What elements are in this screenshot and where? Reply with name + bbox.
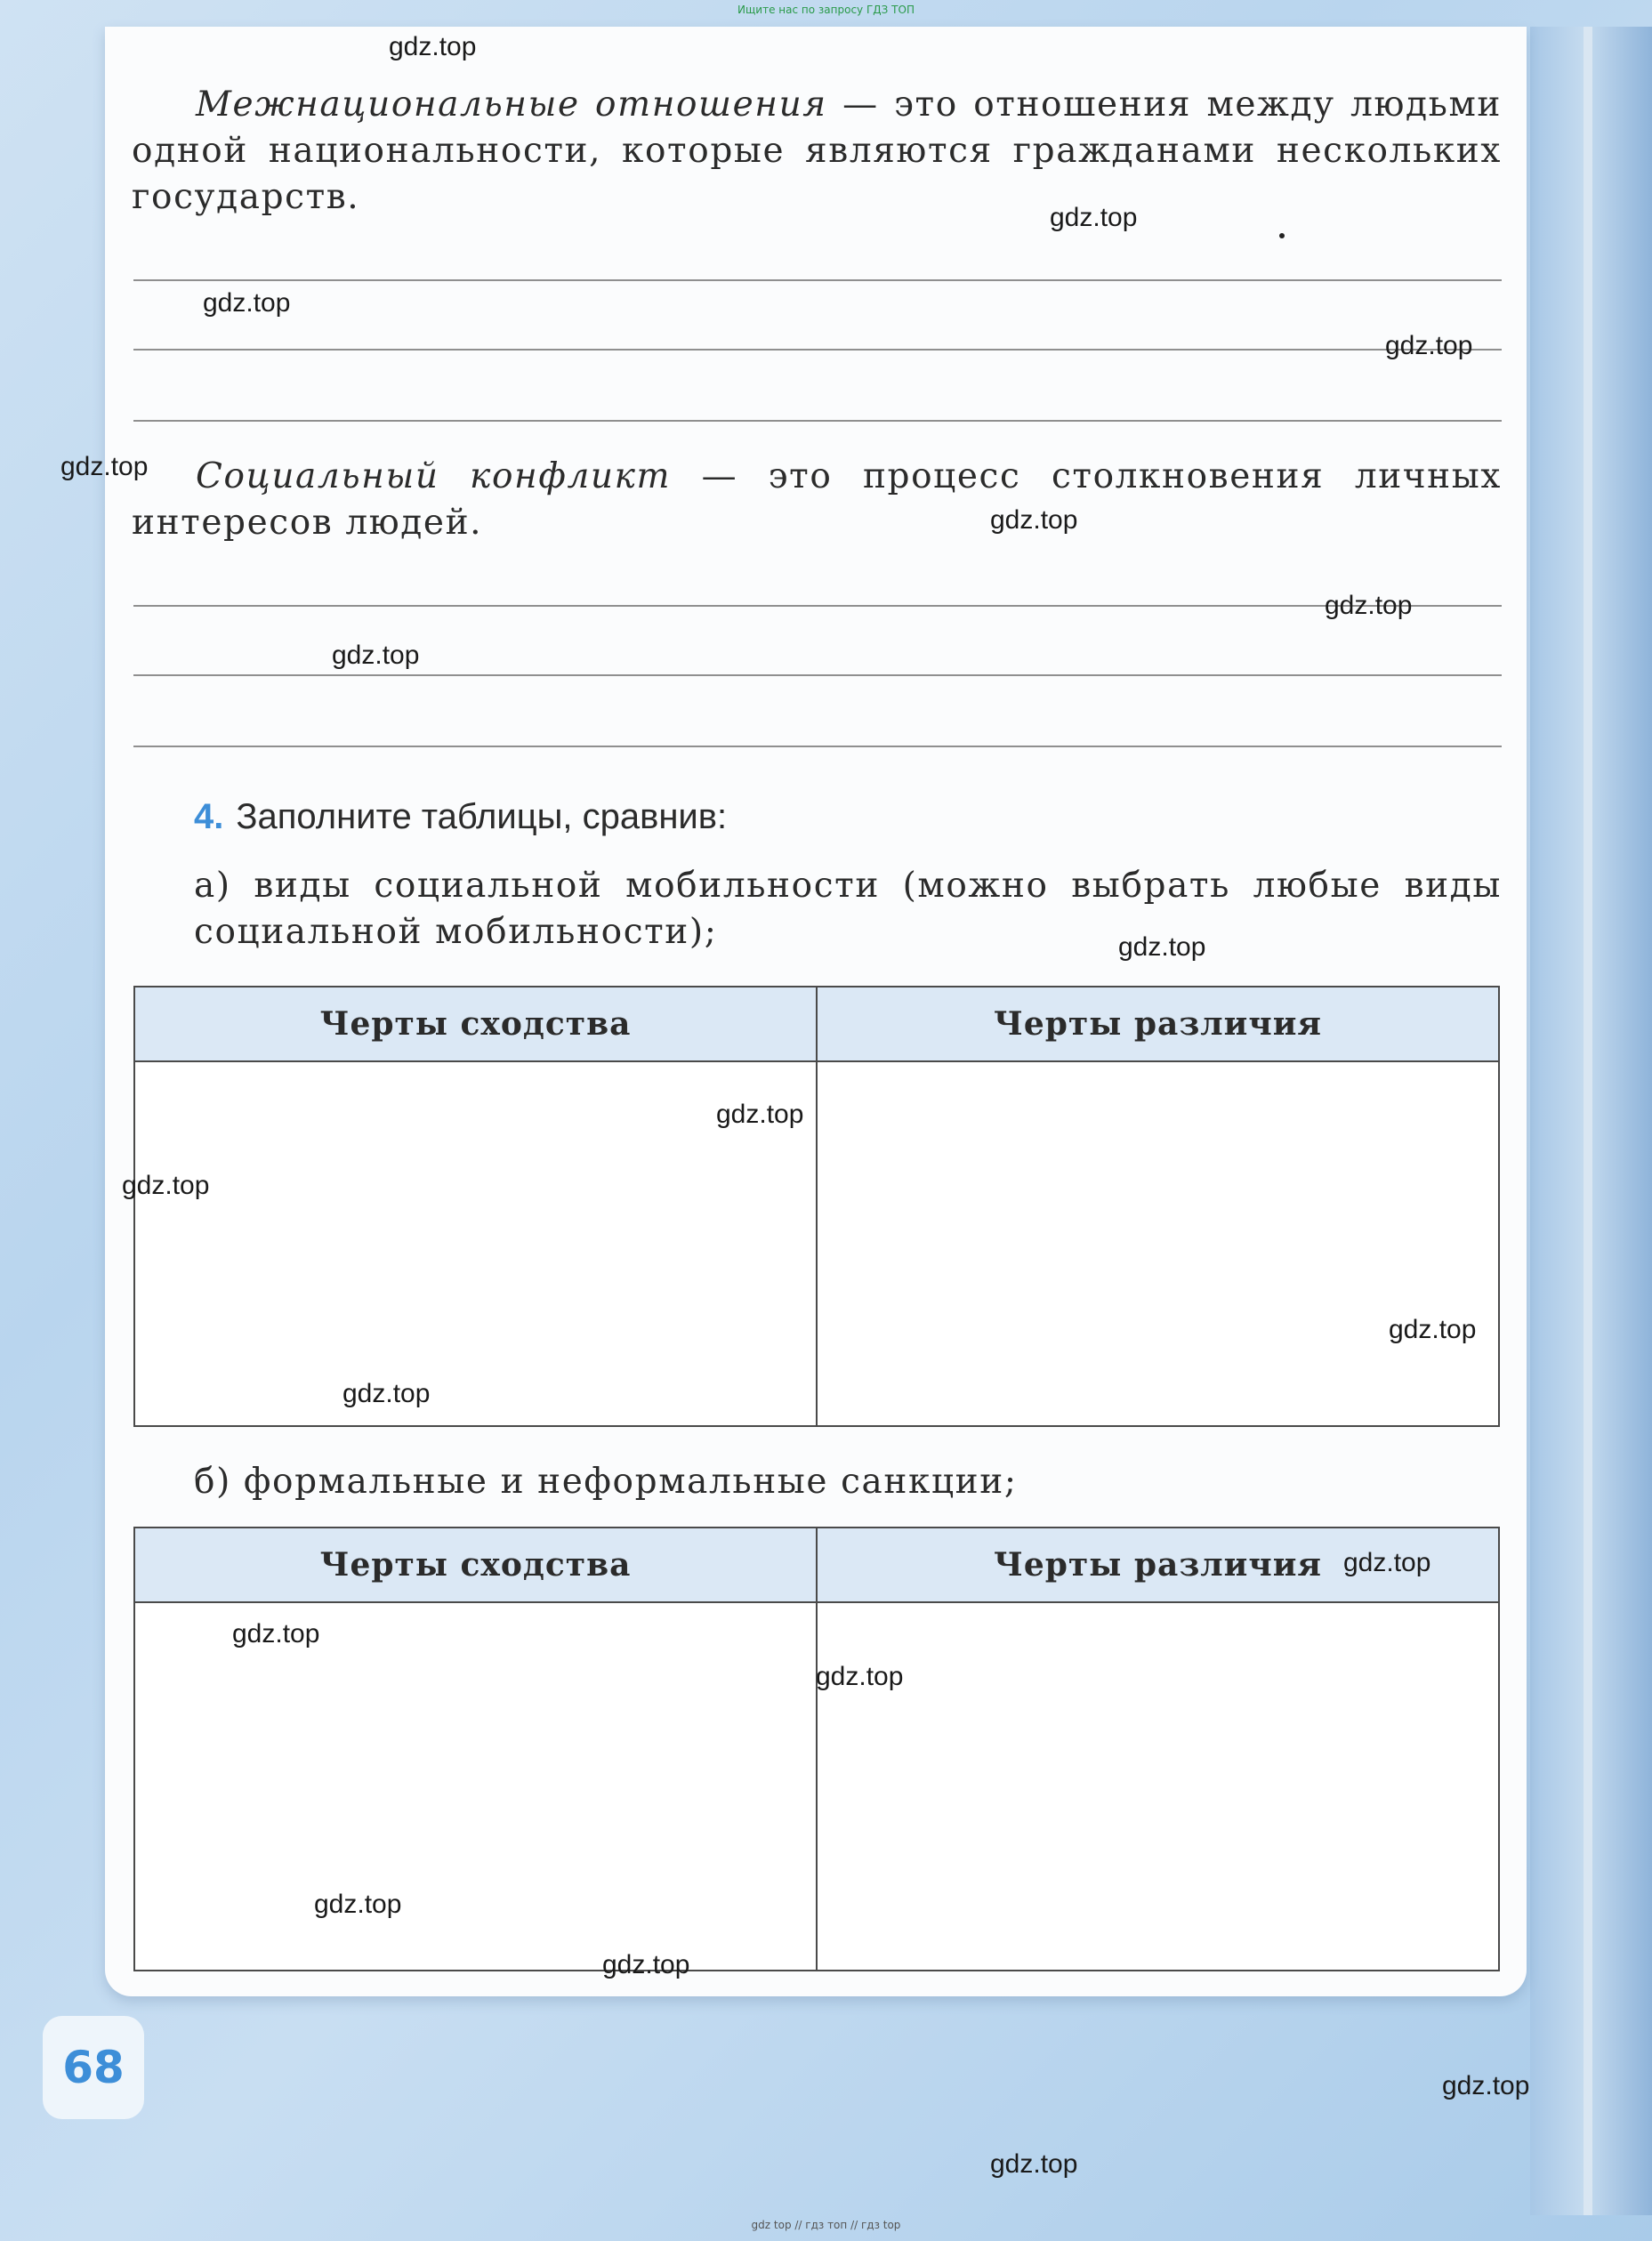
answer-line-2[interactable] bbox=[133, 349, 1502, 351]
stray-dot-mark bbox=[1279, 233, 1285, 238]
answer-line-4[interactable] bbox=[133, 605, 1502, 607]
watermark: gdz.top bbox=[332, 641, 420, 670]
watermark: gdz.top bbox=[1343, 1548, 1431, 1577]
definition-paragraph-1 bbox=[132, 82, 1502, 221]
answer-line-3[interactable] bbox=[133, 420, 1502, 422]
answer-line-6[interactable] bbox=[133, 746, 1502, 747]
watermark: gdz.top bbox=[1325, 591, 1413, 620]
task-number: 4. bbox=[194, 797, 224, 836]
book-page-edge bbox=[1584, 27, 1592, 2215]
footer-note: gdz top // гдз топ // гдз top bbox=[751, 2219, 901, 2231]
table-a-header-difference: Черты различия bbox=[817, 987, 1499, 1061]
watermark: gdz.top bbox=[203, 288, 291, 318]
answer-line-1[interactable] bbox=[133, 279, 1502, 281]
watermark: gdz.top bbox=[1118, 932, 1206, 962]
watermark: gdz.top bbox=[716, 1100, 804, 1129]
definition-paragraph-2 bbox=[132, 454, 1502, 546]
table-b-difference-cell[interactable] bbox=[817, 1602, 1499, 1971]
task-title: Заполните таблицы, сравнив: bbox=[236, 797, 728, 836]
watermark: gdz.top bbox=[342, 1379, 431, 1408]
task-part-b: б) формальные и неформальные санкции; bbox=[194, 1462, 1018, 1502]
table-b-header-difference: Черты различия bbox=[817, 1528, 1499, 1602]
watermark: gdz.top bbox=[602, 1950, 690, 1979]
table-b-header-similarity: Черты сходства bbox=[134, 1528, 817, 1602]
watermark: gdz.top bbox=[122, 1171, 210, 1200]
table-b-similarity-cell[interactable] bbox=[134, 1602, 817, 1971]
header-note: Ищите нас по запросу ГДЗ ТОП bbox=[737, 4, 915, 16]
watermark: gdz.top bbox=[389, 32, 477, 61]
watermark: gdz.top bbox=[314, 1890, 402, 1919]
table-a-similarity-cell[interactable] bbox=[134, 1061, 817, 1426]
watermark: gdz.top bbox=[990, 2149, 1078, 2179]
task-heading bbox=[194, 797, 727, 837]
watermark: gdz.top bbox=[1050, 203, 1138, 232]
watermark: gdz.top bbox=[1442, 2071, 1530, 2100]
task-part-a: а) виды социальной мобильности (можно выбрать любые виды социальной мобильности); bbox=[194, 866, 1502, 952]
definition-term-2: Социальный конфликт bbox=[196, 456, 672, 496]
watermark: gdz.top bbox=[990, 505, 1078, 535]
definition-term-1: Межнациональные отношения bbox=[196, 85, 827, 125]
watermark: gdz.top bbox=[1389, 1315, 1477, 1344]
table-a-difference-cell[interactable] bbox=[817, 1061, 1499, 1426]
mobility-comparison-table bbox=[133, 986, 1500, 1427]
definition-text-1: — это отношения между людьми одной национальности, которые являются гражданами нескольких государств. bbox=[132, 85, 1502, 217]
watermark: gdz.top bbox=[60, 452, 149, 481]
table-a-header-similarity: Черты сходства bbox=[134, 987, 817, 1061]
page-number: 68 bbox=[43, 2016, 144, 2119]
definition-text-2: — это процесс столкновения личных интересов людей. bbox=[132, 456, 1503, 543]
watermark: gdz.top bbox=[1385, 331, 1473, 360]
answer-line-5[interactable] bbox=[133, 674, 1502, 676]
watermark: gdz.top bbox=[816, 1662, 904, 1691]
watermark: gdz.top bbox=[232, 1619, 320, 1649]
